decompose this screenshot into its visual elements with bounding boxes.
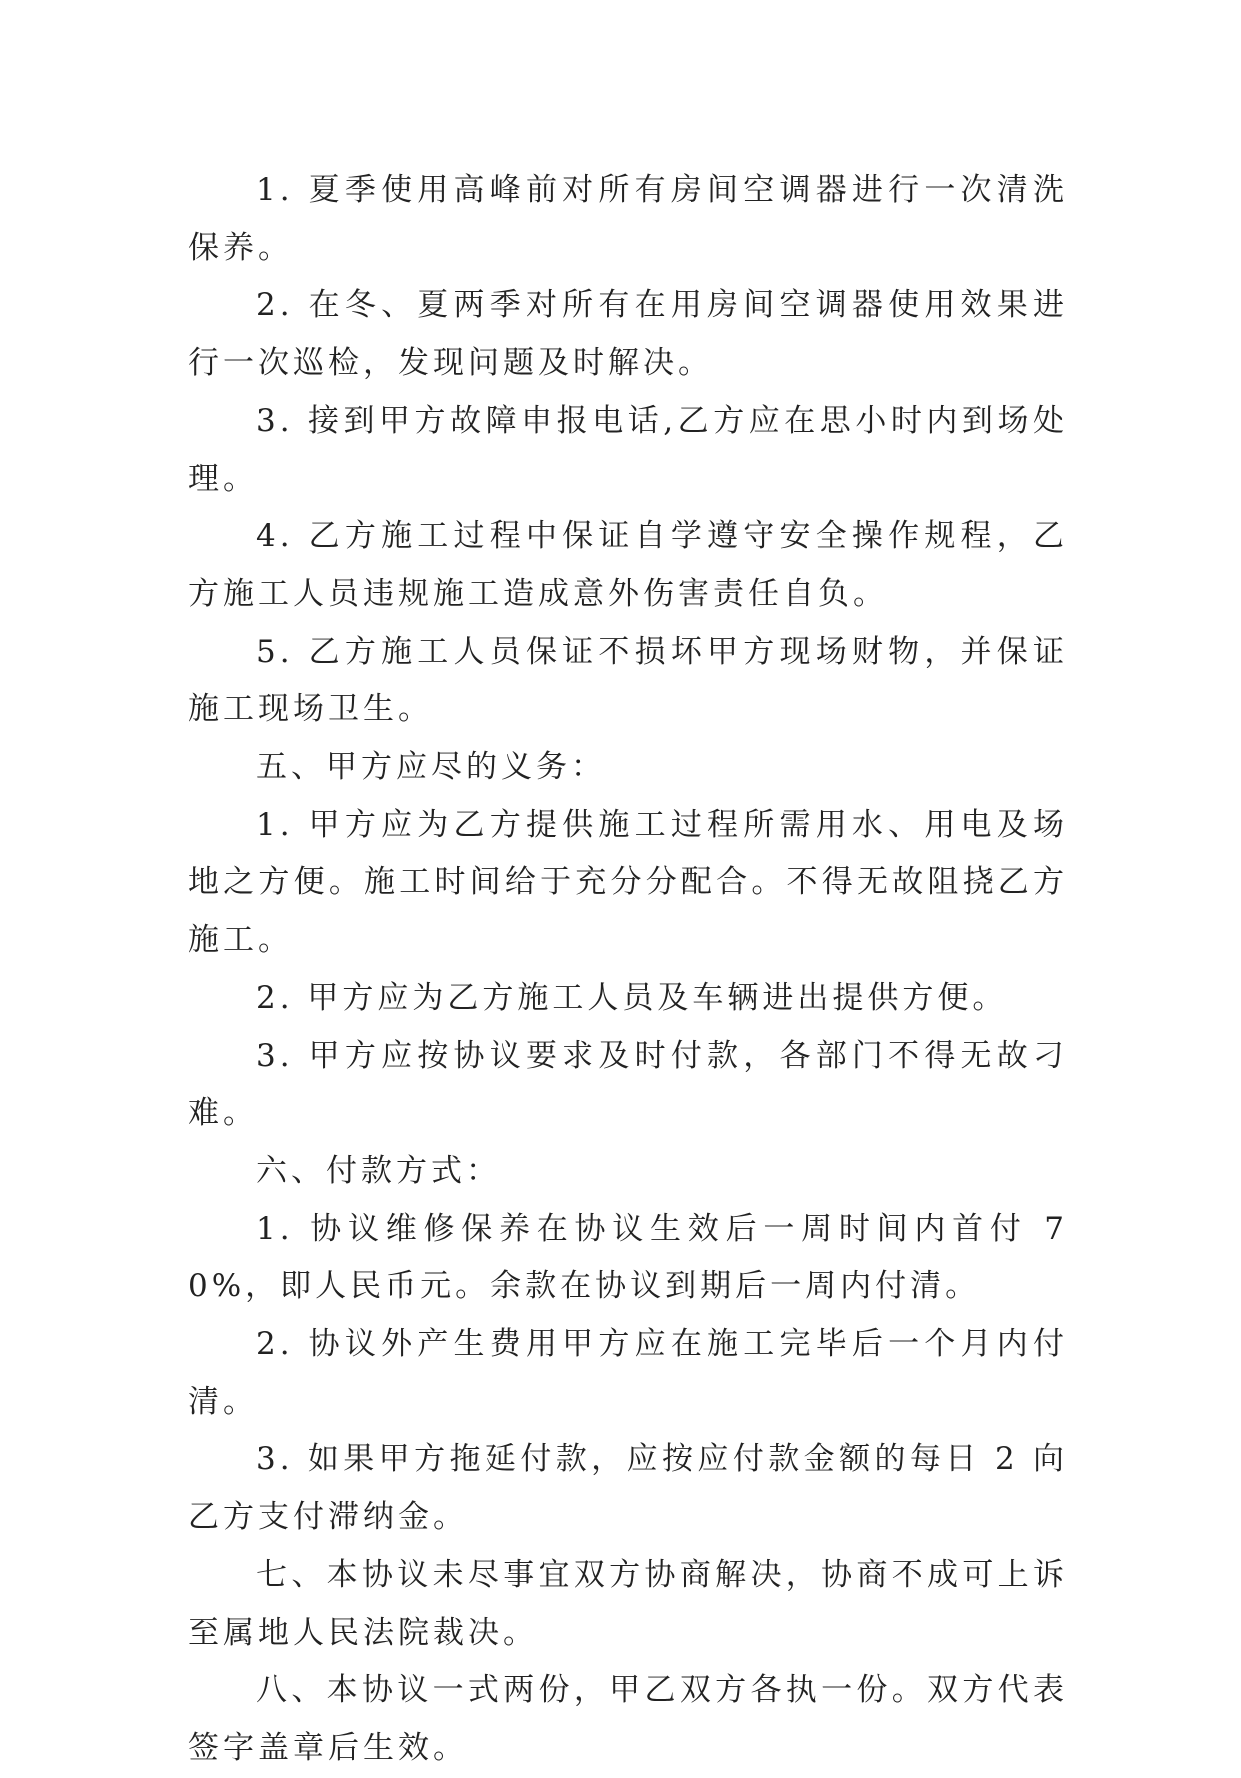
- paragraph-maintenance-5: 5. 乙方施工人员保证不损坏甲方现场财物，并保证施工现场卫生。: [188, 633, 1068, 728]
- paragraph-party-a-3: 3. 甲方应按协议要求及时付款，各部门不得无故刁难。: [188, 1037, 1068, 1132]
- paragraph-clause-7: 七、本协议未尽事宜双方协商解决，协商不成可上诉至属地人民法院裁决。: [188, 1556, 1068, 1651]
- document-body: [188, 162, 1068, 1778]
- section-heading-payment: 六、付款方式：: [256, 1152, 501, 1189]
- paragraph-clause-8: 八、本协议一式两份，甲乙双方各执一份。双方代表签字盖章后生效。: [188, 1672, 1068, 1766]
- paragraph-payment-1: 1. 协议维修保养在协议生效后一周时间内首付 70%，即人民币元。余款在协议到期后一周内付清。: [188, 1210, 1068, 1305]
- paragraph-maintenance-2: 2. 在冬、夏两季对所有在用房间空调器使用效果进行一次巡检，发现问题及时解决。: [188, 287, 1068, 382]
- paragraph-maintenance-1: 1. 夏季使用高峰前对所有房间空调器进行一次清洗保养。: [188, 172, 1068, 266]
- paragraph-payment-3: 3. 如果甲方拖延付款，应按应付款金额的每日 2 向乙方支付滞纳金。: [188, 1441, 1068, 1536]
- paragraph-maintenance-4: 4. 乙方施工过程中保证自学遵守安全操作规程，乙方施工人员违规施工造成意外伤害责任自负。: [188, 518, 1068, 612]
- paragraph-maintenance-3: 3. 接到甲方故障申报电话,乙方应在思小时内到场处理。: [188, 402, 1068, 497]
- section-heading-party-a-duties: 五、甲方应尽的义务：: [256, 749, 606, 786]
- paragraph-party-a-1: 1. 甲方应为乙方提供施工过程所需用水、用电及场地之方便。施工时间给于充分分配合。不得无故阻挠乙方施工。: [188, 806, 1068, 959]
- paragraph-party-a-2: 2. 甲方应为乙方施工人员及车辆进出提供方便。: [256, 979, 1008, 1016]
- paragraph-payment-2: 2. 协议外产生费用甲方应在施工完毕后一个月内付清。: [188, 1326, 1068, 1420]
